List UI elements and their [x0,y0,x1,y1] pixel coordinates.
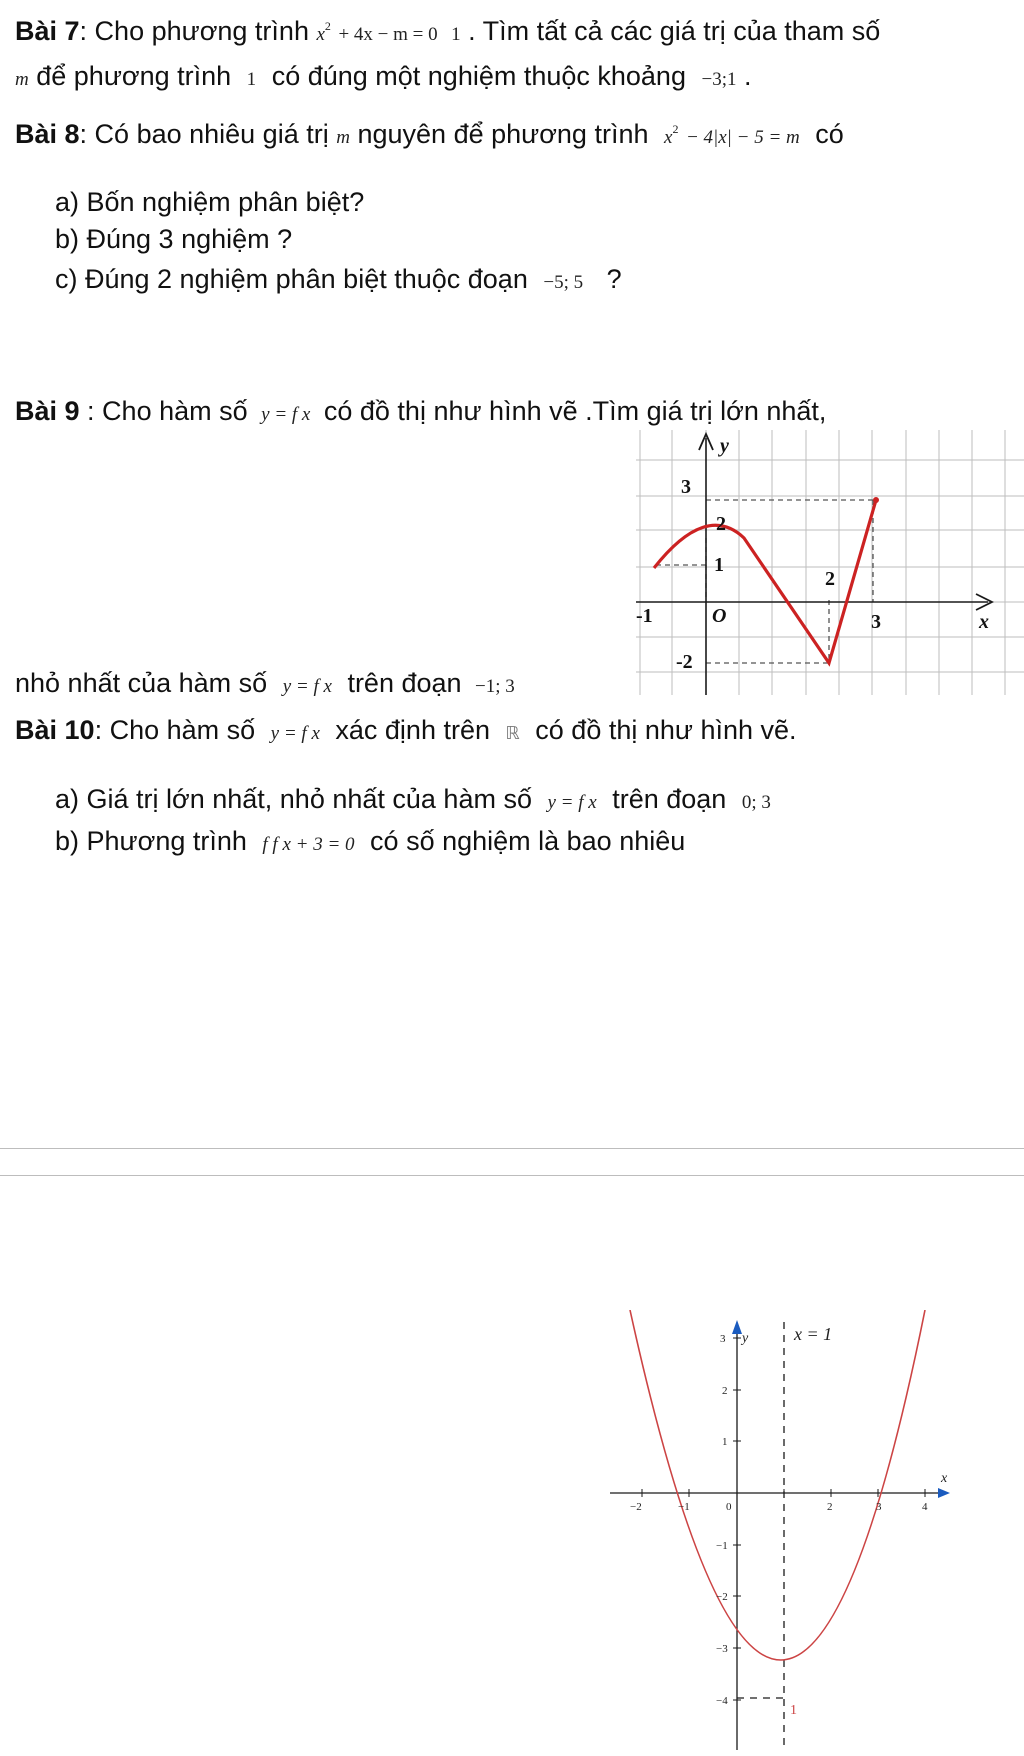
bai10-line1 [15,713,797,751]
bai9-graph [636,430,1024,695]
bai10-a-interval: 0; 3 [741,792,771,813]
bai7-text2: . Tìm tất cả các giá trị của tham số [468,16,881,46]
bai10-x-label: x [941,1471,948,1486]
bai9-line2 [15,666,515,704]
bai7-text5: . [744,61,752,91]
bai10-a-text2: trên đoạn [612,784,727,814]
bai10-asymptote-label: x = 1 [794,1324,833,1344]
bai8-text2: nguyên để phương trình [357,119,649,149]
bai10-b-text2: có số nghiệm là bao nhiêu [370,826,686,856]
bai9-text1: : Cho hàm số [79,396,248,426]
bai10-vertex-x-label: 1 [790,1703,797,1718]
bai9-fn: y = f x [261,404,311,425]
bai10-y-tick-1: 1 [722,1436,728,1448]
bai7-eq-exp: 2 [324,19,331,33]
bai7-text1: : Cho phương trình [79,16,309,46]
bai10-x-tick-0: 0 [726,1501,732,1513]
bai7-interval: −3;1 [701,69,737,90]
bai10-b-text: b) Phương trình [55,826,247,856]
bai10-a-fn: y = f x [547,792,597,813]
bai10-y-tick-neg1: −1 [716,1540,728,1552]
bai10-fn: y = f x [270,723,320,744]
bai10-y-arrow-icon [732,1320,742,1334]
bai10-x-tick-4: 4 [922,1501,928,1513]
bai10-x-tick-3: 3 [876,1501,882,1513]
bai7-eq-rest: + 4x − m = 0 [338,24,438,45]
bai10-set-symbol: ℝ [505,723,520,743]
bai9-label-2b: 2 [825,568,835,590]
bai10-y-label: y [742,1331,749,1346]
bai9-label-1: 1 [714,554,724,576]
bai10-x-arrow-icon [938,1488,950,1498]
bai10-x-tick-2: 2 [827,1501,833,1513]
bai10-y-tick-3: 3 [720,1333,726,1345]
bai8-text1: : Có bao nhiêu giá trị [79,119,329,149]
bai7-line2 [15,59,752,97]
bai8-c-text: c) Đúng 2 nghiệm phân biệt thuộc đoạn [55,264,528,294]
bai8-param-m: m [336,127,350,148]
bai10-x-tick-neg2: −2 [630,1501,642,1513]
bai7-eq-x: x [316,24,325,45]
bai10-text1: : Cho hàm số [94,715,256,745]
bai9-curve-end [873,497,879,503]
bai8-eq-rest: − 4|x| − 5 = m [685,127,800,148]
bai8-eq-exp: 2 [672,122,679,136]
bai10-y-tick-neg3: −3 [716,1643,728,1655]
bai7-eq-tag: 1 [451,24,461,45]
bai9-label-neg2: -2 [676,651,693,673]
bai9-label: Bài 9 [15,396,80,426]
bai10-text3: có đồ thị như hình vẽ. [535,715,797,745]
bai10-b-eq: f f x + 3 = 0 [262,834,355,855]
bai10-graph [600,1310,960,1750]
bai9-label-origin: O [712,605,727,627]
bai7-text4: có đúng một nghiệm thuộc khoảng [271,61,686,91]
page-divider-bottom [0,1175,1024,1176]
bai9-dashed-guides [654,500,873,663]
bai9-x-label: x [979,611,989,633]
page-divider-top [0,1148,1024,1149]
bai8-a: a) Bốn nghiệm phân biệt? [55,187,365,217]
bai7-line1 [15,14,880,53]
bai10-y-tick-2: 2 [722,1385,728,1397]
bai8-line1 [15,117,844,156]
bai10-b [55,824,685,862]
bai9-text2: có đồ thị như hình vẽ .Tìm giá trị lớn nhất, [323,396,827,426]
bai8-eq-x: x [664,127,673,148]
bai9-text3: nhỏ nhất của hàm số [15,668,268,698]
bai9-label-3b: 3 [871,611,881,633]
bai9-label-3: 3 [681,476,691,498]
bai9-text4: trên đoạn [347,668,462,698]
bai10-y-tick-neg4: −4 [716,1695,728,1707]
bai9-fn2: y = f x [282,676,332,697]
bai8-c-end: ? [606,264,622,294]
bai10-x-tick-neg1: −1 [678,1501,690,1513]
bai10-label: Bài 10 [15,715,95,745]
bai7-label: Bài 7 [15,16,80,46]
bai7-text3: để phương trình [36,61,232,91]
bai9-label-2: 2 [716,513,726,535]
bai8-text3: có [815,119,844,149]
bai8-b: b) Đúng 3 nghiệm ? [55,224,293,254]
bai8-label: Bài 8 [15,119,80,149]
bai10-text2: xác định trên [335,715,490,745]
bai9-line1 [15,394,826,432]
bai9-interval: −1; 3 [475,676,515,697]
bai10-y-tick-neg2: −2 [716,1591,728,1603]
bai9-label-neg1: -1 [636,605,653,627]
bai7-param-m: m [15,69,29,90]
bai10-a-text: a) Giá trị lớn nhất, nhỏ nhất của hàm số [55,784,532,814]
bai8-c-interval: −5; 5 [543,272,584,293]
bai10-curve [630,1310,925,1660]
bai9-y-label: y [720,435,729,457]
bai10-a [55,782,771,820]
bai8-c [55,262,622,300]
bai7-tag: 1 [246,69,257,90]
bai9-curve [654,500,876,663]
